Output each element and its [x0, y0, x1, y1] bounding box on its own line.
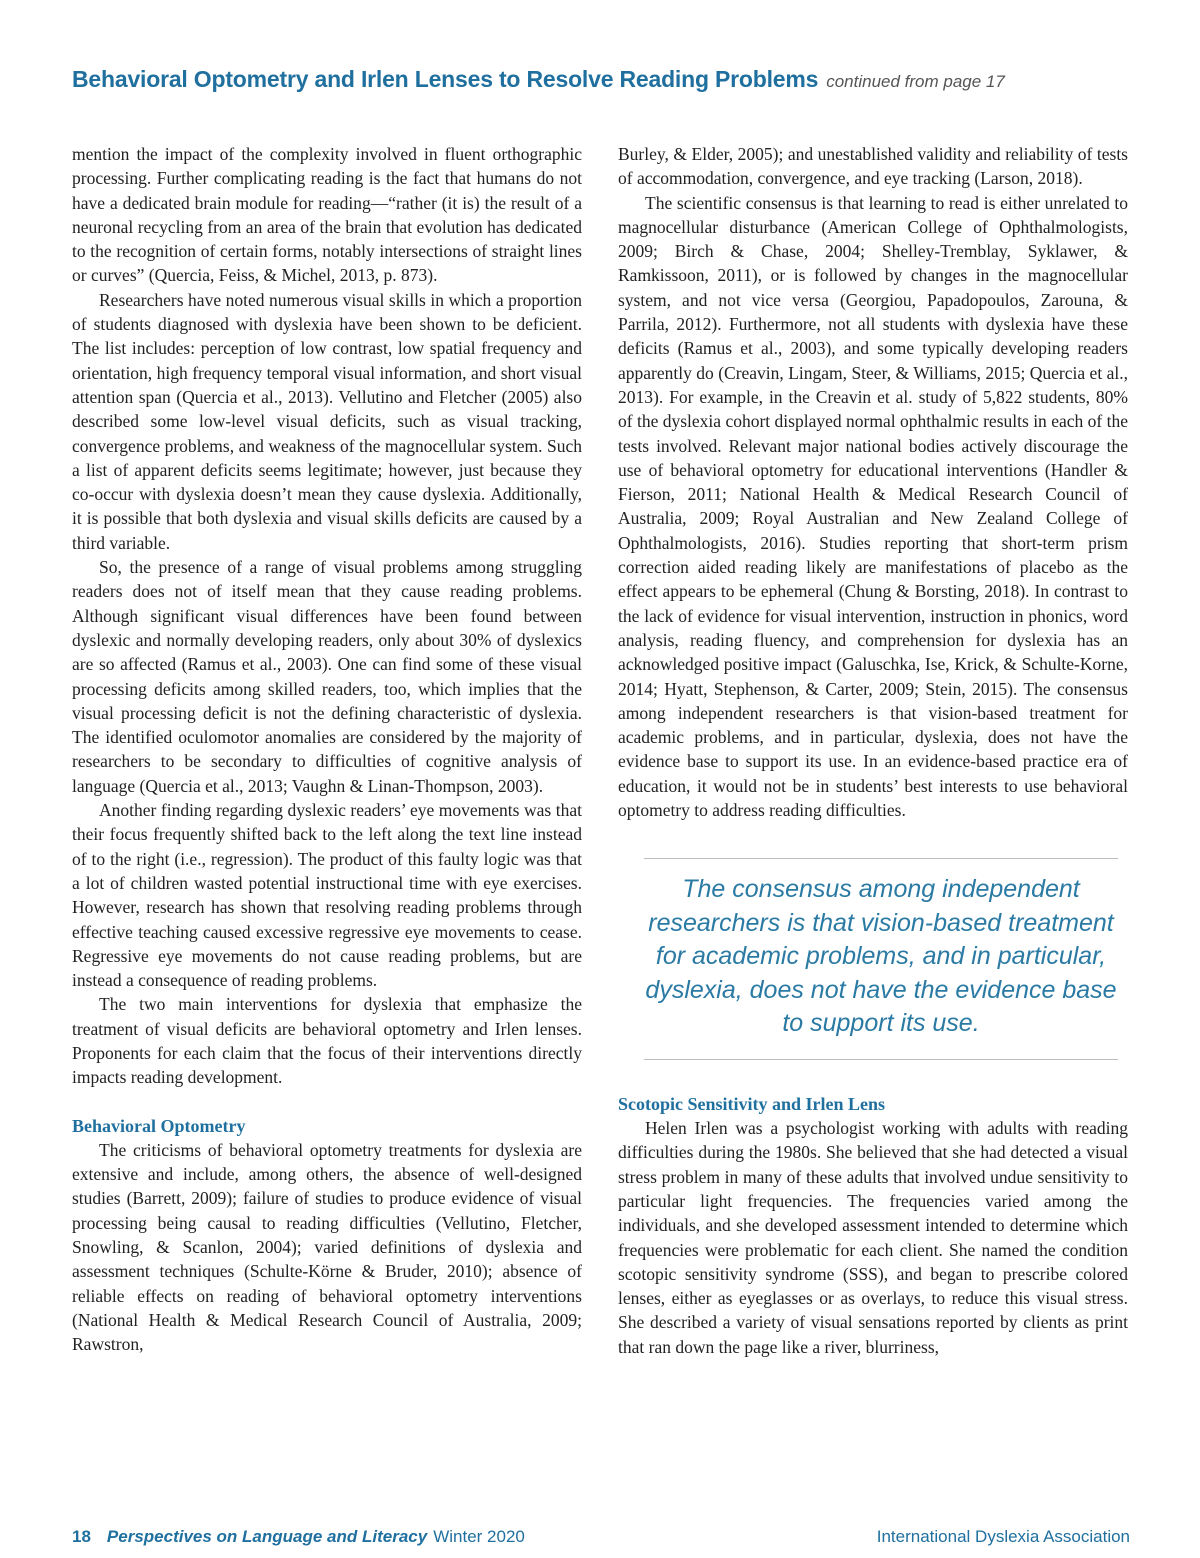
right-column — [618, 142, 1128, 1359]
paragraph: The two main interventions for dyslexia that emphasize the treatment of visual deficits are behavioral optometry and Irlen lenses. Proponents for each claim that the focus of their interventions directly impacts reading development. — [72, 994, 582, 1088]
issue-date: Winter 2020 — [433, 1527, 525, 1546]
paragraph: So, the presence of a range of visual problems among struggling readers does not of itself mean that they cause reading problems. Although significant visual differences have been found between dyslexic and normally developing readers, only about 30% of dyslexics are so affected (Ramus et al., 2003). One can find some of these visual processing deficits among skilled readers, too, which implies that the visual processing deficit is not the defining characteristic of dyslexia. The identified oculomotor anomalies are considered by the majority of researchers to be secondary to difficulties of cognitive analysis of language (Quercia et al., 2013; Vaughn & Linan-Thompson, 2003). — [72, 557, 582, 796]
paragraph: Another finding regarding dyslexic readers’ eye movements was that their focus frequently shifted back to the left along the text line instead of to the right (i.e., regression). The product of this faulty logic was that a lot of children wasted potential instructional time with eye exercises. However, research has shown that resolving reading problems through effective teaching caused excessive regressive eye movements to cease. Regressive eye movements do not cause reading problems, but are instead a consequence of reading problems. — [72, 800, 582, 991]
left-column — [72, 142, 582, 1357]
section-heading-scotopic-sensitivity: Scotopic Sensitivity and Irlen Lens — [618, 1093, 886, 1114]
paragraph: Researchers have noted numerous visual skills in which a proportion of students diagnosed with dyslexia have been shown to be deficient. The list includes: perception of low contrast, low spatial frequency and orientation, high frequency temporal visual information, and short visual attention span (Quercia et al., 2013). Vellutino and Fletcher (2005) also described some low-level visual deficits, such as visual tracking, convergence problems, and weakness of the magnocellular system. Such a list of apparent deficits seems legitimate; however, just because they co-occur with dyslexia doesn’t mean they cause dyslexia. Additionally, it is possible that both dyslexia and visual skills deficits are caused by a third variable. — [72, 289, 582, 553]
page-footer — [72, 1527, 1130, 1547]
article-header — [72, 66, 1132, 93]
section-heading-behavioral-optometry: Behavioral Optometry — [72, 1115, 246, 1136]
paragraph: The scientific consensus is that learning to read is either unrelated to magnocellular disturbance (American College of Ophthalmologists, 2009; Birch & Chase, 2004; Shelley-Tremblay, Syklawer, & Ramkissoon, 2011), or is followed by changes in the magnocellular system, and not vice versa (Georgiou, Papadopoulos, Zarouna, & Parrila, 2012). Furthermore, not all students with dyslexia have these deficits (Ramus et al., 2003), and some typically developing readers apparently do (Creavin, Lingam, Steer, & Williams, 2015; Quercia et al., 2013). For example, in the Creavin et al. study of 5,822 students, 80% of the dyslexia cohort displayed normal ophthalmic results in each of the tests involved. Relevant major national bodies actively discourage the use of behavioral optometry for educational interventions (Handler & Fierson, 2011; National Health & Medical Research Council of Australia, 2009; Royal Australian and New Zealand College of Ophthalmologists, 2016). Studies reporting that short-term prism correction aided reading likely are manifestations of placebo as the effect appears to be ephemeral (Chung & Borsting, 2018). In contrast to the lack of evidence for visual intervention, instruction in phonics, word analysis, reading fluency, and comprehension for dyslexia has an acknowledged positive impact (Galuschka, Ise, Krick, & Schulte-Korne, 2014; Hyatt, Stephenson, & Carter, 2009; Stein, 2015). The consensus among independent researchers is that vision-based treatment for academic problems, and in particular, dyslexia, does not have the evidence base to support its use. In an evidence-based practice era of education, it would not be in students’ best interests to use behavioral optometry to address reading difficulties. — [618, 192, 1128, 821]
organization-name: International Dyslexia Association — [876, 1527, 1130, 1546]
page-number: 18 — [72, 1527, 91, 1546]
publication-name: Perspectives on Language and Literacy — [106, 1527, 428, 1546]
paragraph: Burley, & Elder, 2005); and unestablished validity and reliability of tests of accommodation, convergence, and eye tracking (Larson, 2018). — [618, 144, 1128, 189]
paragraph: Helen Irlen was a psychologist working with adults with reading difficulties during the 1980s. She believed that she had detected a visual stress problem in many of these adults that involved undue sensitivity to particular light frequencies. The frequencies varied among the individuals, and she developed assessment intended to determine which frequencies were problematic for each client. She named the condition scotopic sensitivity syndrome (SSS), and began to prescribe colored lenses, either as eyeglasses or as overlays, to reduce this visual stress. She described a variety of visual sensations reported by clients as print that ran down the page like a river, blurriness, — [618, 1118, 1128, 1357]
pull-quote-text: The consensus among independent researchers is that vision-based treatment for academic problems, and in particular, dyslexia, does not have the evidence base to support its use. — [645, 875, 1117, 1038]
continued-note: continued from page 17 — [826, 72, 1005, 91]
paragraph: mention the impact of the complexity involved in fluent orthographic processing. Further complicating reading is the fact that humans do not have a dedicated brain module for reading—“rather (it is) the result of a neuronal recycling from an area of the brain that evolution has dedicated to the recognition of certain forms, notably intersections of straight lines or curves” (Quercia, Feiss, & Michel, 2013, p. 873). — [72, 144, 582, 286]
article-title: Behavioral Optometry and Irlen Lenses to Resolve Reading Problems — [72, 66, 819, 92]
paragraph: The criticisms of behavioral optometry treatments for dyslexia are extensive and include, among others, the absence of well-designed studies (Barrett, 2009); failure of studies to produce evidence of visual processing being causal to reading difficulties (Vellutino, Fletcher, Snowling, & Scanlon, 2004); varied definitions of dyslexia and assessment techniques (Schulte-Körne & Bruder, 2010); absence of reliable effects on reading of behavioral optometry interventions (National Health & Medical Research Council of Australia, 2009; Rawstron, — [72, 1139, 582, 1355]
pull-quote — [644, 858, 1118, 1060]
